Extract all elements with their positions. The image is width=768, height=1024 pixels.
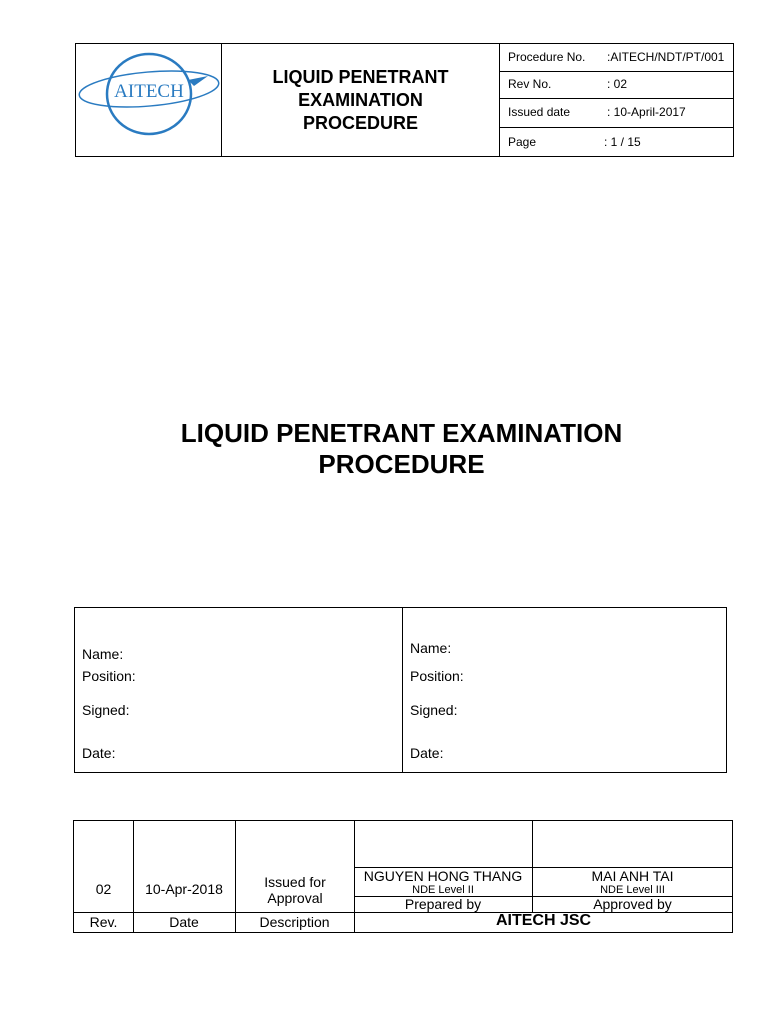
company-name: AITECH JSC	[495, 912, 592, 929]
meta-label: Rev No.	[508, 77, 552, 91]
header-title: LIQUID PENETRANT EXAMINATION PROCEDURE	[272, 66, 449, 133]
date-label: Date	[169, 914, 199, 930]
date-label: Date:	[82, 745, 116, 761]
approved-name: MAI ANH TAI	[591, 868, 674, 884]
description-label: Description	[259, 914, 330, 930]
meta-label: Issued date	[508, 105, 571, 119]
document-title	[0, 418, 768, 480]
name-label: Name:	[82, 646, 124, 662]
prepared-name: NGUYEN HONG THANG	[363, 868, 523, 884]
meta-value: :AITECH/NDT/PT/001	[607, 50, 725, 64]
signed-label: Signed:	[82, 702, 130, 718]
approved-by-label: Approved by	[593, 896, 672, 912]
logo-cell	[76, 44, 222, 156]
meta-value: : 1 / 15	[604, 135, 641, 149]
meta-issued-date	[500, 99, 733, 128]
name-label: Name:	[410, 640, 452, 656]
signed-label: Signed:	[410, 702, 458, 718]
meta-value: : 10-April-2017	[607, 105, 686, 119]
meta-rev-no	[500, 72, 733, 99]
position-label: Position:	[82, 668, 136, 684]
rev-value: 02	[95, 881, 112, 897]
revision-table	[73, 820, 733, 933]
signature-left	[75, 608, 403, 772]
date-value: 10-Apr-2018	[145, 881, 223, 897]
aitech-logo	[76, 44, 222, 156]
meta-label: Procedure No.	[508, 50, 586, 64]
header-title-cell	[222, 44, 500, 156]
document-title-text: LIQUID PENETRANT EXAMINATION PROCEDURE	[180, 418, 623, 479]
signature-block	[74, 607, 727, 773]
date-label: Date:	[410, 745, 444, 761]
description-value: Issued for Approval	[264, 874, 326, 906]
prepared-by-label: Prepared by	[404, 896, 482, 912]
meta-procedure-no	[500, 44, 733, 72]
rev-label: Rev.	[89, 914, 118, 930]
position-label: Position:	[410, 668, 464, 684]
prepared-level: NDE Level II	[412, 884, 474, 896]
logo-text: AITECH	[114, 81, 184, 102]
signature-right	[403, 608, 726, 772]
approved-level: NDE Level III	[600, 884, 665, 896]
meta-value: : 02	[607, 77, 628, 91]
document-header	[75, 43, 734, 157]
meta-label: Page	[508, 135, 537, 149]
meta-page	[500, 128, 733, 156]
header-meta	[500, 44, 733, 156]
